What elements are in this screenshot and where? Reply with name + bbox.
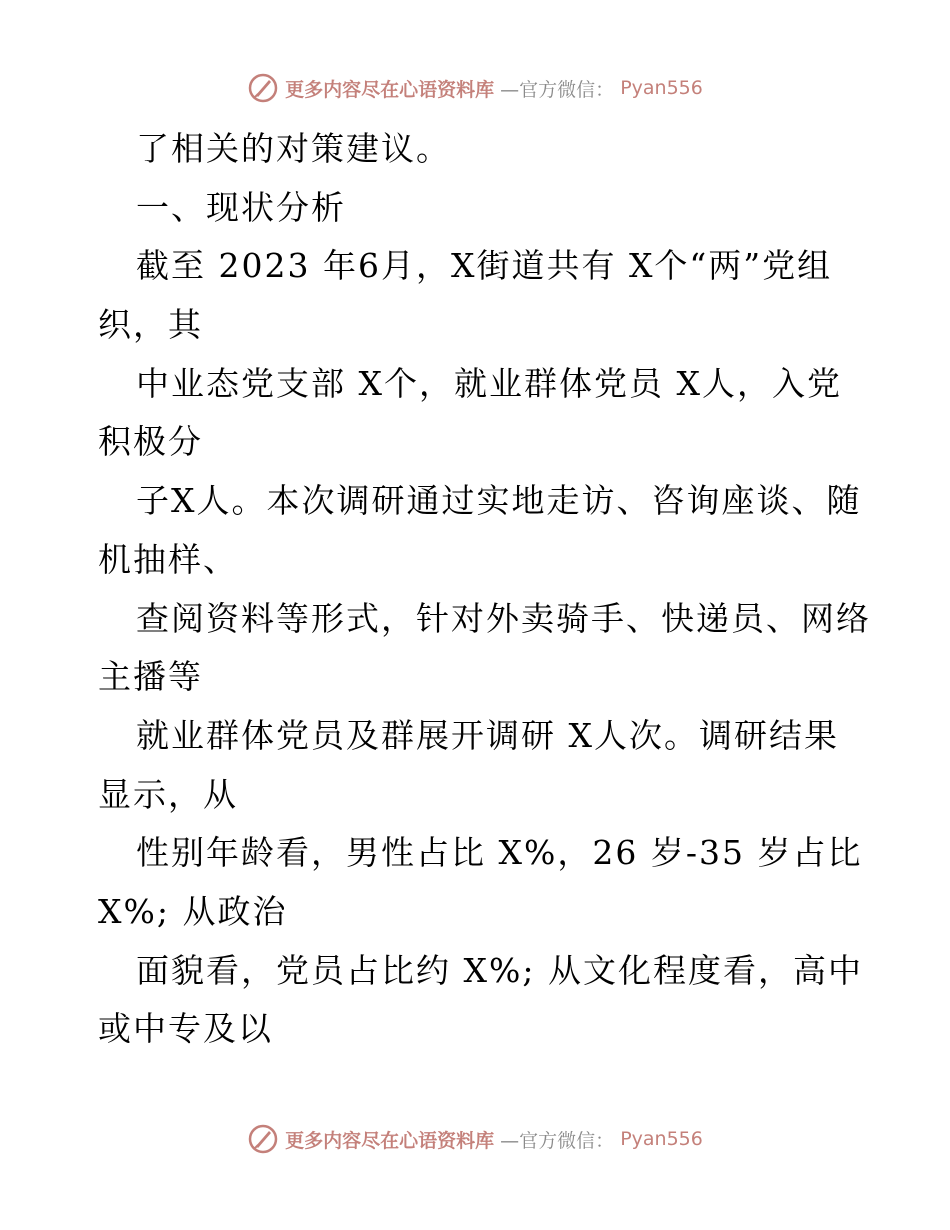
text-line: 了相关的对策建议。 bbox=[136, 129, 451, 168]
text-line: 织，其 bbox=[98, 305, 203, 345]
watermark-id-text: Pyan556 bbox=[620, 77, 703, 99]
quill-logo-icon bbox=[247, 1123, 279, 1155]
text-line: 机抽样、 bbox=[98, 539, 238, 579]
text-line: 主播等 bbox=[98, 657, 203, 697]
document-body bbox=[98, 120, 871, 1059]
text-line: 查阅资料等形式，针对外卖骑手、快递员、网络 bbox=[136, 598, 871, 638]
text-line: 显示，从 bbox=[98, 774, 238, 814]
quill-logo-icon bbox=[247, 72, 279, 104]
watermark-sub-text: —官方微信： bbox=[500, 78, 615, 101]
text-line: X%; 从政治 bbox=[98, 891, 288, 931]
text-line: 截至 2023 年6月，X街道共有 X个“两”党组 bbox=[136, 246, 833, 286]
text-line: 或中专及以 bbox=[98, 1009, 273, 1049]
text-line: 一、现状分析 bbox=[136, 187, 346, 227]
text-line: 中业态党支部 X个，就业群体党员 X人，入党 bbox=[136, 363, 842, 403]
watermark-sub-text: —官方微信： bbox=[500, 1129, 615, 1152]
text-line: 子X人。本次调研通过实地走访、咨询座谈、随 bbox=[136, 481, 862, 521]
watermark-main-text: 更多内容尽在心语资料库 bbox=[285, 1129, 495, 1152]
text-line: 积极分 bbox=[98, 422, 203, 462]
text-line: 就业群体党员及群展开调研 X人次。调研结果 bbox=[136, 715, 839, 755]
watermark-id-text: Pyan556 bbox=[620, 1128, 703, 1150]
text-line: 面貌看，党员占比约 X%; 从文化程度看，高中 bbox=[136, 950, 863, 990]
footer-watermark bbox=[0, 1123, 950, 1155]
watermark-main-text: 更多内容尽在心语资料库 bbox=[285, 78, 495, 101]
header-watermark bbox=[0, 72, 950, 104]
text-line: 性别年龄看，男性占比 X%，26 岁-35 岁占比 bbox=[136, 833, 863, 873]
